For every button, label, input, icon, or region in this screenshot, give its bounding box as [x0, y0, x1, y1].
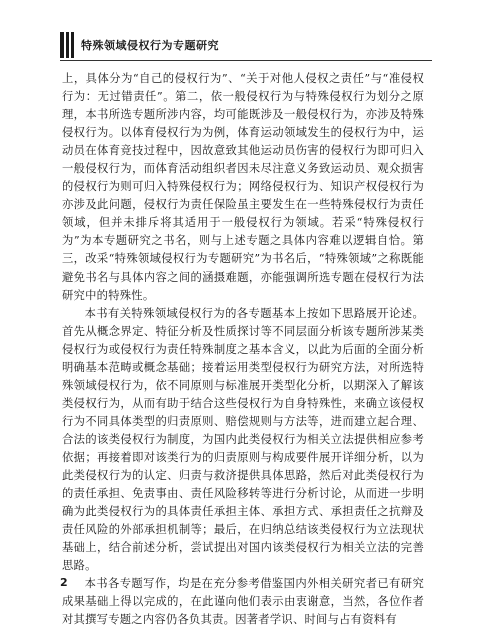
page-number: 2 — [60, 576, 68, 589]
header-title: 特殊领域侵权行为专题研究 — [81, 39, 219, 52]
paragraph: 本书各专题写作，均是在充分参考借鉴国内外相关研究者已有研究成果基础上得以完成的，在此谨向他们表示由衷谢意，当然，各位作者对其撰写专题之内容仍各负其责。因著者学识、时间与占有资料有 — [62, 577, 424, 627]
body-text — [62, 70, 424, 629]
running-header — [60, 32, 219, 58]
header-divider — [60, 60, 432, 61]
paragraph: 本书有关特殊领域侵权行为的各专题基本上按如下思路展开论述。首先从概念界定、特征分析及性质探讨等不同层面分析该专题所涉某类侵权行为或侵权行为责任特殊制度之基本含义，以此为后面的全面分析明确基本范畴或概念基础；接着运用类型侵权行为研究方法，对所选特殊领域侵权行为，依不同原则与标准展开类型化分析，以期深入了解该类侵权行为，从而有助于结合这些侵权行为自身特殊性，来确立该侵权行为不同具体类型的归责原则、赔偿规则与方法等，进而建立起合理、合法的该类侵权行为制度，为国内此类侵权行为相关立法提供相应参考依据；再接着即对该类行为的归责原则与构成要件展开详细分析，以为此类侵权行为的认定、归责与救济提供具体思路，然后对此类侵权行为的责任承担、免责事由、责任风险移转等进行分析讨论，从而进一步明确为此类侵权行为的具体责任承担主体、承担方式、承担责任之抗辩及责任风险的外部承担机制等；最后，在归纳总结该类侵权行为立法现状基础上，结合前述分析，尝试提出对国内该类侵权行为相关立法的完善思路。 — [62, 306, 424, 573]
paragraph-continued: 上，具体分为“自己的侵权行为”、“关于对他人侵权之责任”与“准侵权行为：无过错责任”。第二，依一般侵权行为与特殊侵权行为划分之原理，本书所选专题所涉内容，均可能既涉及一般侵权行为，亦涉及特殊侵权行为。以体育侵权行为为例，体育运动领域发生的侵权行为中，运动员在体育竞技过程中，因故意致其他运动员伤害的侵权行为即可归入一般侵权行为，而体育活动组织者因未尽注意义务致运动员、观众损害的侵权行为则可归入特殊侵权行为；网络侵权行为、知识产权侵权行为亦涉及此问题，侵权行为责任保险虽主要发生在一些特殊侵权行为责任领域，但并未排斥将其适用于一般侵权行为领域。若采“特殊侵权行为”为本专题研究之书名，则与上述专题之具体内容难以逻辑自恰。第三，改采“特殊领域侵权行为专题研究”为书名后，“特殊领域”之称既能避免书名与具体内容之间的涵摄难题，亦能强调所选专题在侵权行为法研究中的特殊性。 — [62, 72, 424, 302]
header-bars-icon — [60, 32, 74, 58]
